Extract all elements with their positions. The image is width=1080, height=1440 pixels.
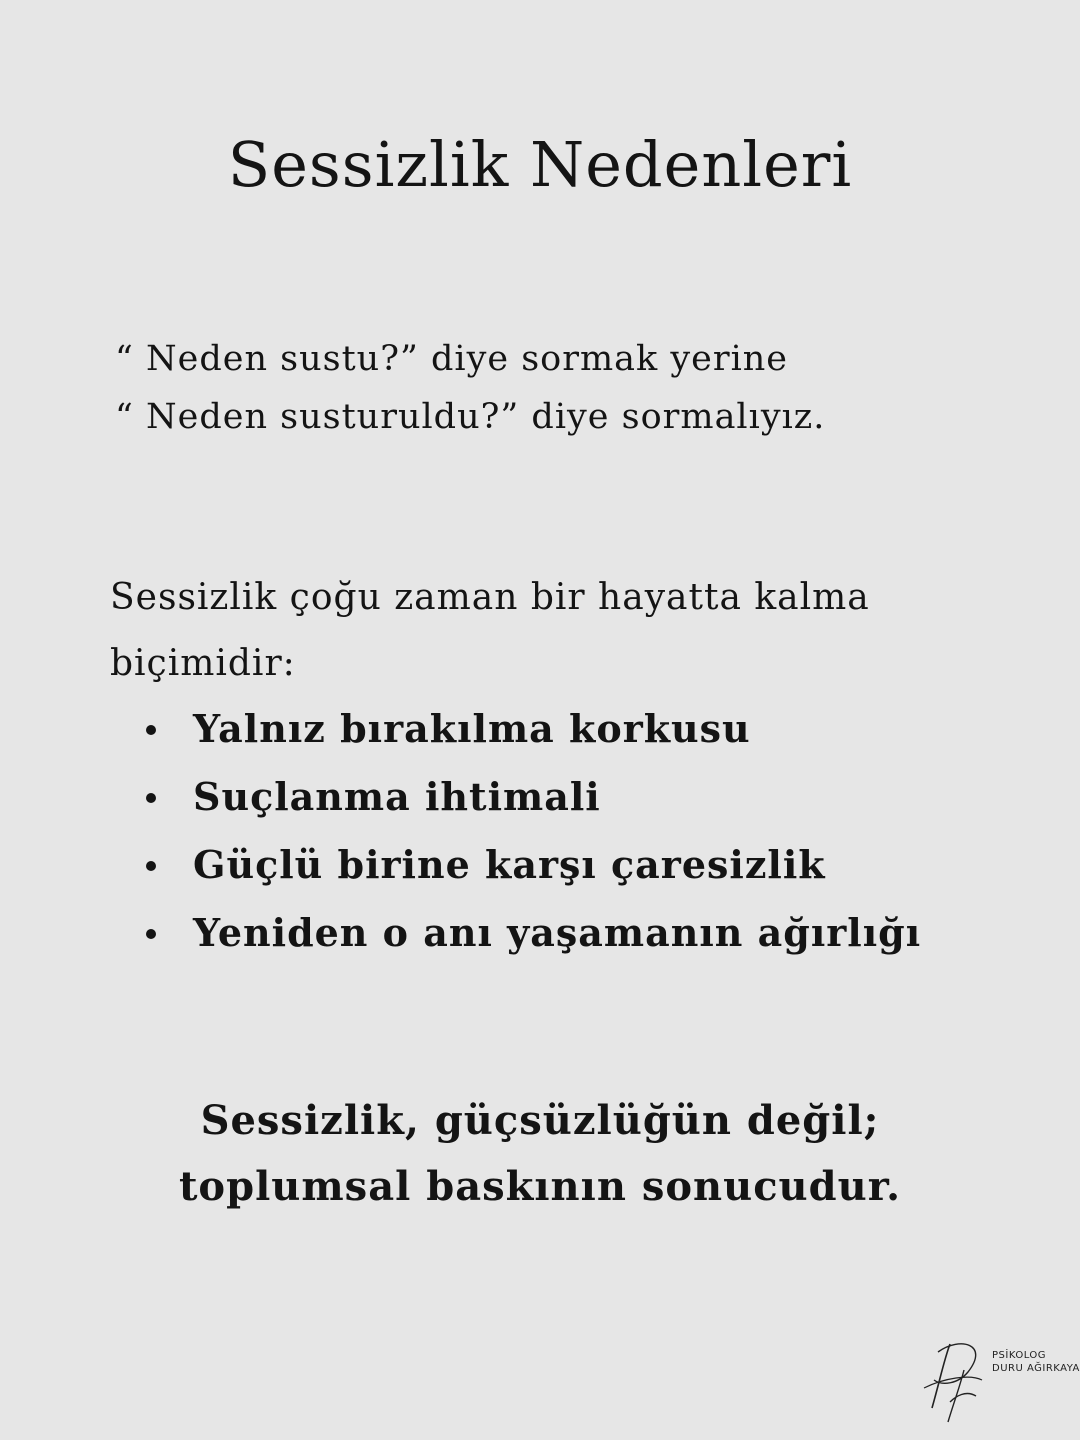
reason-text: Suçlanma ihtimali xyxy=(193,774,601,819)
signature-title: PSİKOLOG xyxy=(992,1350,1047,1361)
signature-logo xyxy=(920,1330,1080,1430)
bullet-icon xyxy=(146,793,156,803)
bullet-icon xyxy=(146,725,156,735)
reason-text: Güçlü birine karşı çaresizlik xyxy=(193,842,826,887)
list-item xyxy=(0,700,1080,768)
quote-line: “ Neden susturuldu?” diye sormalıyız. xyxy=(115,397,826,437)
signature-monogram-icon xyxy=(920,1330,1000,1430)
bullet-icon xyxy=(146,929,156,939)
conclusion-line: toplumsal baskının sonucudur. xyxy=(178,1163,902,1210)
list-item xyxy=(0,904,1080,972)
conclusion-line: Sessizlik, güçsüzlüğün değil; xyxy=(200,1097,880,1144)
reason-text: Yalnız bırakılma korkusu xyxy=(193,706,751,751)
bullet-icon xyxy=(146,861,156,871)
reasons-list xyxy=(0,700,1080,972)
signature-name: DURU AĞIRKAYA xyxy=(992,1363,1080,1374)
quote-line: “ Neden sustu?” diye sormak yerine xyxy=(115,339,789,379)
conclusion-text xyxy=(0,1088,1080,1220)
quote-block xyxy=(115,330,1015,446)
list-item xyxy=(0,768,1080,836)
reason-text: Yeniden o anı yaşamanın ağırlığı xyxy=(193,910,922,955)
page-title: Sessizlik Nedenleri xyxy=(227,128,853,201)
intro-text: Sessizlik çoğu zaman bir hayatta kalma biçimidir: xyxy=(110,577,870,684)
list-item xyxy=(0,836,1080,904)
